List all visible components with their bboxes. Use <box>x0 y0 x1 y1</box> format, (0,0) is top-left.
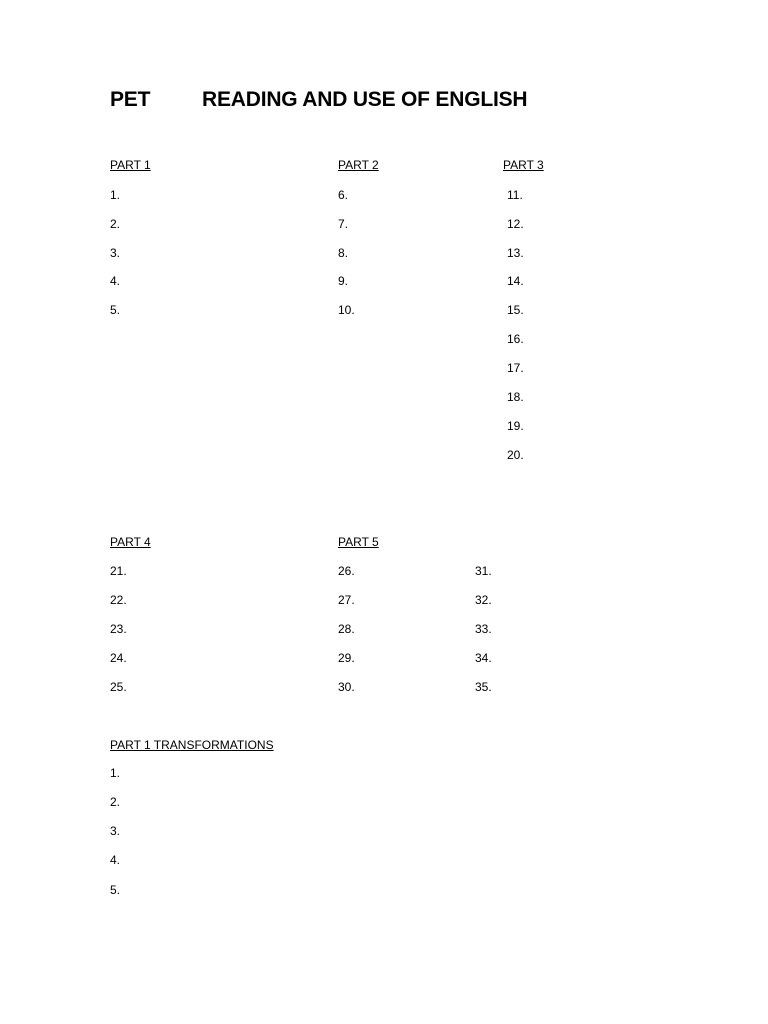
part-2-heading: PART 2 <box>338 158 379 172</box>
answer-number: 35. <box>475 680 492 694</box>
answer-number: 23. <box>110 622 127 636</box>
part-1-heading: PART 1 <box>110 158 151 172</box>
answer-number: 27. <box>338 593 355 607</box>
answer-number: 22. <box>110 593 127 607</box>
answer-number: 29. <box>338 651 355 665</box>
answer-number: 1. <box>110 766 121 780</box>
answer-number: 9. <box>338 274 349 288</box>
answer-number: 13. <box>507 246 524 260</box>
answer-number: 34. <box>475 651 492 665</box>
answer-number: 3. <box>110 246 121 260</box>
answer-number: 33. <box>475 622 492 636</box>
answer-number: 5. <box>110 883 121 897</box>
answer-number: 16. <box>507 332 524 346</box>
answer-number: 12. <box>507 217 524 231</box>
answer-number: 2. <box>110 217 121 231</box>
page-title: READING AND USE OF ENGLISH <box>202 88 528 111</box>
answer-number: 26. <box>338 564 355 578</box>
part-5-heading: PART 5 <box>338 535 379 549</box>
answer-number: 2. <box>110 795 121 809</box>
answer-number: 20. <box>507 448 524 462</box>
answer-number: 15. <box>507 303 524 317</box>
transformations-heading: PART 1 TRANSFORMATIONS <box>110 738 274 752</box>
answer-number: 5. <box>110 303 121 317</box>
answer-number: 24. <box>110 651 127 665</box>
answer-number: 31. <box>475 564 492 578</box>
part-3-heading: PART 3 <box>503 158 544 172</box>
answer-number: 18. <box>507 390 524 404</box>
answer-number: 7. <box>338 217 349 231</box>
answer-number: 25. <box>110 680 127 694</box>
answer-number: 30. <box>338 680 355 694</box>
answer-number: 14. <box>507 274 524 288</box>
answer-number: 10. <box>338 303 355 317</box>
answer-number: 4. <box>110 853 121 867</box>
answer-number: 11. <box>507 188 523 202</box>
answer-number: 1. <box>110 188 121 202</box>
answer-number: 19. <box>507 419 524 433</box>
answer-number: 17. <box>507 361 524 375</box>
exam-code: PET <box>110 88 151 111</box>
answer-number: 3. <box>110 824 121 838</box>
answer-number: 32. <box>475 593 492 607</box>
part-4-heading: PART 4 <box>110 535 151 549</box>
answer-number: 8. <box>338 246 349 260</box>
answer-number: 28. <box>338 622 355 636</box>
answer-number: 6. <box>338 188 349 202</box>
answer-number: 4. <box>110 274 121 288</box>
answer-number: 21. <box>110 564 127 578</box>
